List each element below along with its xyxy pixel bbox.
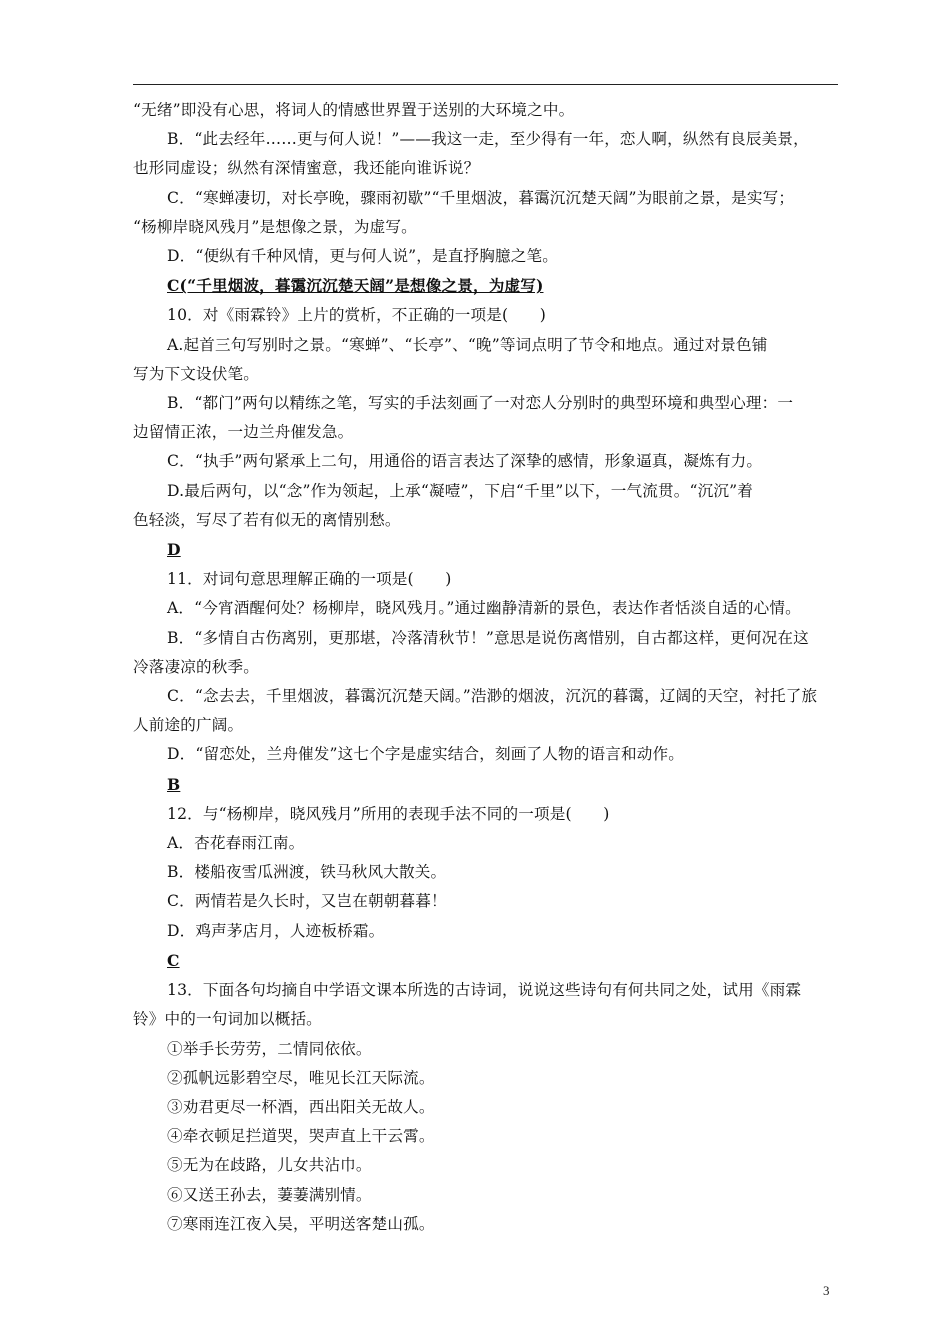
line-text: 边留情正浓，一边兰舟催发急。 — [133, 423, 354, 442]
line-text: D．“便纵有千种风情，更与何人说”，是直抒胸臆之笔。 — [167, 247, 559, 266]
text-line — [133, 477, 838, 506]
line-text: D．“留恋处，兰舟催发”这七个字是虚实结合，刻画了人物的语言和动作。 — [167, 745, 684, 764]
line-text: 11．对词句意思理解正确的一项是( ) — [167, 570, 452, 589]
text-line — [133, 331, 838, 360]
line-text: B．“此去经年……更与何人说！”——我这一走，至少得有一年，恋人啊，纵然有良辰美景， — [167, 130, 809, 149]
text-line — [133, 565, 838, 594]
line-text: ⑤无为在歧路，儿女共沾巾。 — [167, 1156, 372, 1175]
answer-line — [133, 946, 838, 976]
answer-line — [133, 770, 838, 800]
answer-line — [133, 271, 838, 301]
text-line — [133, 1181, 838, 1210]
text-line — [133, 1210, 838, 1239]
answer-text: C — [167, 950, 180, 970]
line-text: D.最后两句，以“念”作为领起，上承“凝噎”，下启“千里”以下，一气流贯。“沉沉”着 — [167, 481, 753, 500]
line-text: A．“今宵酒醒何处？杨柳岸，晓风残月。”通过幽静清新的景色，表达作者恬淡自适的心情。 — [167, 599, 801, 618]
line-text: D．鸡声茅店月，人迹板桥霜。 — [167, 921, 385, 940]
page-number: 3 — [823, 1283, 830, 1298]
text-line — [133, 829, 838, 858]
line-text: C．“寒蝉凄切，对长亭晚，骤雨初歇”“千里烟波，暮霭沉沉楚天阔”为眼前之景，是实写； — [167, 188, 795, 207]
header-rule — [133, 84, 838, 85]
text-line — [133, 1093, 838, 1122]
text-line — [133, 887, 838, 916]
line-text: B．楼船夜雪瓜洲渡，铁马秋风大散关。 — [167, 863, 447, 882]
line-text: ①举手长劳劳，二情同依依。 — [167, 1039, 372, 1058]
text-line — [133, 976, 838, 1005]
line-text: 也形同虚设；纵然有深情蜜意，我还能向谁诉说？ — [133, 159, 480, 178]
document-body — [133, 96, 838, 1239]
line-text: ⑥又送王孙去，萋萋满别情。 — [167, 1185, 372, 1204]
line-text: A．杏花春雨江南。 — [167, 834, 305, 853]
text-line — [133, 360, 838, 389]
text-line — [133, 1122, 838, 1151]
text-line — [133, 624, 838, 653]
text-line — [133, 1035, 838, 1064]
text-line — [133, 711, 838, 740]
line-text: “无绪”即没有心思，将词人的情感世界置于送别的大环境之中。 — [133, 101, 575, 119]
line-text: ②孤帆远影碧空尽，唯见长江天际流。 — [167, 1068, 435, 1087]
answer-line — [133, 535, 838, 565]
text-line — [133, 213, 838, 242]
text-line — [133, 96, 838, 125]
text-line — [133, 1064, 838, 1093]
text-line — [133, 389, 838, 418]
line-text: 写为下文设伏笔。 — [133, 364, 259, 383]
text-line — [133, 653, 838, 682]
text-line — [133, 447, 838, 476]
text-line — [133, 301, 838, 330]
line-text: C．“念去去，千里烟波，暮霭沉沉楚天阔。”浩渺的烟波，沉沉的暮霭，辽阔的天空，衬托了旅 — [167, 687, 818, 706]
line-text: ④牵衣顿足拦道哭，哭声直上干云霄。 — [167, 1127, 435, 1146]
line-text: B．“多情自古伤离别，更那堪，冷落清秋节！”意思是说伤离惜别，自古都这样，更何况在这 — [167, 628, 809, 647]
line-text: 冷落凄凉的秋季。 — [133, 657, 259, 676]
line-text: 铃》中的一句词加以概括。 — [133, 1010, 322, 1029]
answer-text: C(“千里烟波，暮霭沉沉楚天阔”是想像之景，为虚写) — [167, 276, 544, 296]
text-line — [133, 917, 838, 946]
text-line — [133, 1151, 838, 1180]
line-text: C．两情若是久长时，又岂在朝朝暮暮！ — [167, 892, 447, 911]
text-line — [133, 154, 838, 183]
line-text: 人前途的广阔。 — [133, 716, 244, 735]
text-line — [133, 800, 838, 829]
line-text: 13．下面各句均摘自中学语文课本所选的古诗词，说说这些诗句有何共同之处，试用《雨霖 — [167, 981, 802, 1000]
line-text: ⑦寒雨连江夜入吴，平明送客楚山孤。 — [167, 1214, 435, 1233]
text-line — [133, 506, 838, 535]
text-line — [133, 858, 838, 887]
line-text: B．“都门”两句以精练之笔，写实的手法刻画了一对恋人分别时的典型环境和典型心理：一 — [167, 394, 794, 413]
answer-text: D — [167, 540, 181, 560]
text-line — [133, 594, 838, 623]
text-line — [133, 418, 838, 447]
line-text: “杨柳岸晓风残月”是想像之景，为虚写。 — [133, 217, 417, 236]
text-line — [133, 242, 838, 271]
text-line — [133, 184, 838, 213]
line-text: 12．与“杨柳岸，晓风残月”所用的表现手法不同的一项是( ) — [167, 804, 610, 823]
text-line — [133, 740, 838, 769]
text-line — [133, 1005, 838, 1034]
line-text: C．“执手”两句紧承上二句，用通俗的语言表达了深挚的感情，形象逼真，凝炼有力。 — [167, 452, 763, 471]
text-line — [133, 125, 838, 154]
line-text: 10．对《雨霖铃》上片的赏析，不正确的一项是( ) — [167, 306, 546, 325]
text-line — [133, 682, 838, 711]
line-text: ③劝君更尽一杯酒，西出阳关无故人。 — [167, 1097, 435, 1116]
line-text: A.起首三句写别时之景。“寒蝉”、“长亭”、“晚”等词点明了节令和地点。通过对景色铺 — [167, 335, 768, 354]
answer-text: B — [167, 774, 181, 794]
line-text: 色轻淡，写尽了若有似无的离情别愁。 — [133, 510, 401, 529]
